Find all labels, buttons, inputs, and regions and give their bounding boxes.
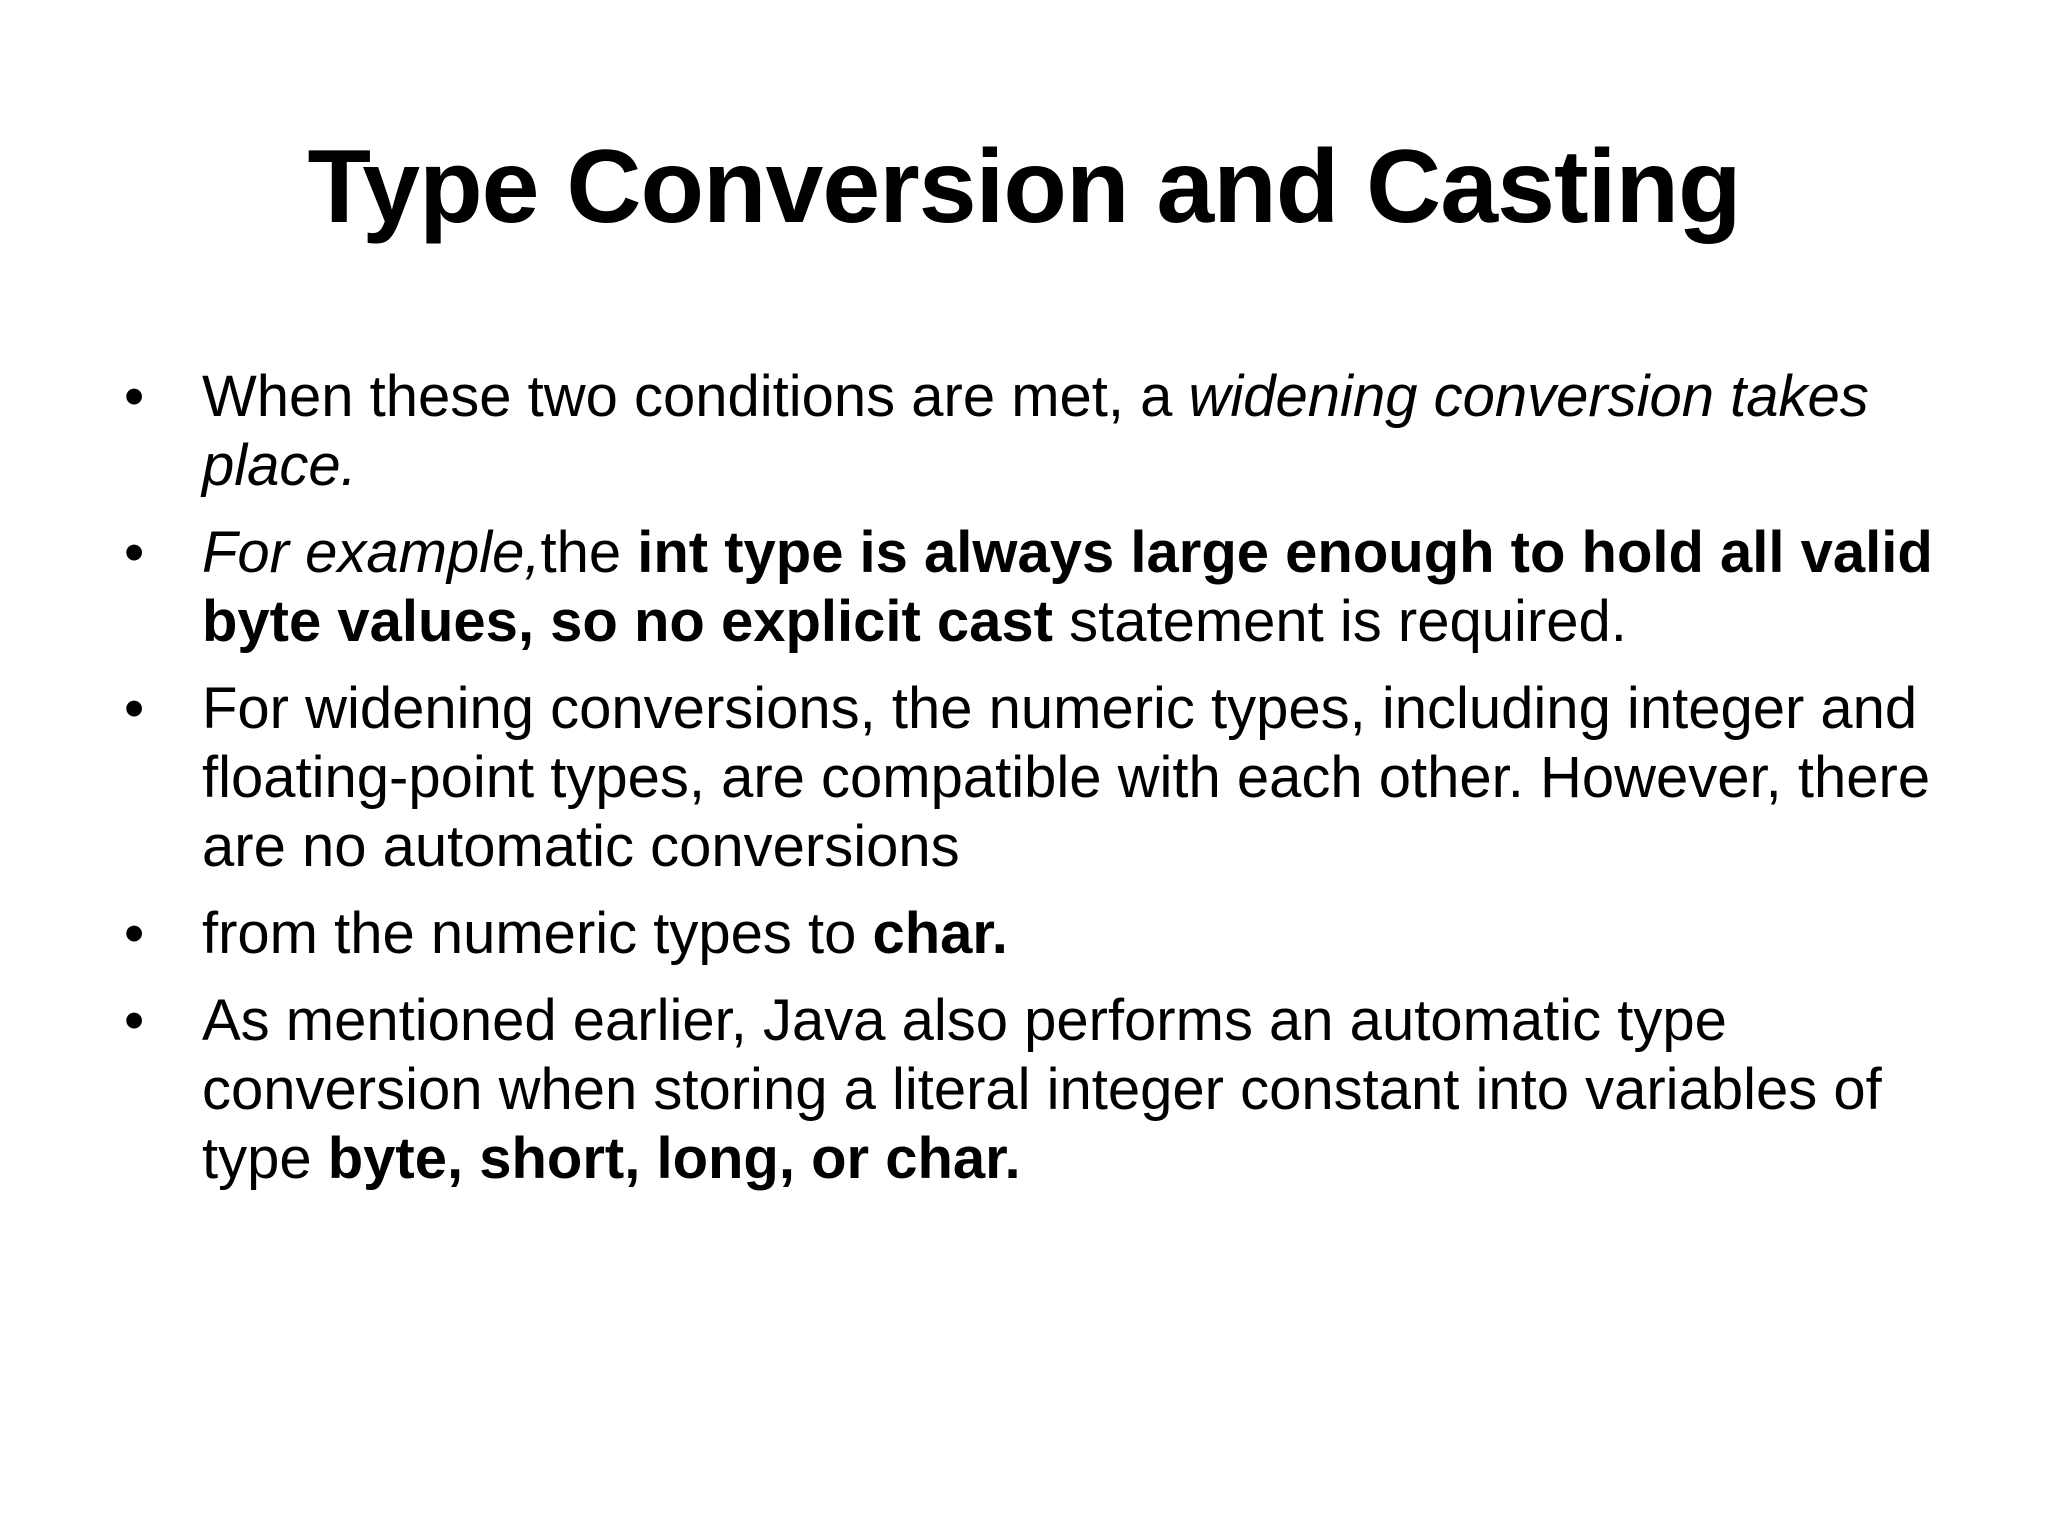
- bullet-dot-icon: •: [124, 520, 145, 585]
- bullet-item-char: [120, 899, 1960, 968]
- bullet-dot-icon: •: [124, 901, 145, 966]
- bullet-text: [202, 988, 1882, 1191]
- bullet-dot-icon: •: [124, 988, 145, 1053]
- text-run: the: [540, 520, 638, 585]
- bullet-item-literal: [120, 986, 1960, 1193]
- bullet-text: [202, 901, 1008, 966]
- text-run: For widening conversions, the numeric types, including integer and floating-point types, are compatible with each other. However, there are no automatic conversions: [202, 676, 1931, 879]
- bullet-text: [202, 676, 1930, 879]
- text-run: As mentioned earlier, Java also performs an automatic type conversion when storing a literal integer constant into variables of type: [202, 988, 1882, 1191]
- text-run: from the numeric types to: [202, 901, 873, 966]
- bullet-dot-icon: •: [124, 676, 145, 741]
- bullet-text: [202, 520, 1933, 654]
- text-run-italic: For example,: [202, 520, 541, 585]
- bullet-item-example: [120, 518, 1960, 656]
- text-run-bold: char.: [872, 901, 1008, 966]
- bullet-list: [120, 362, 1960, 1211]
- text-run: statement is required.: [1053, 589, 1627, 654]
- bullet-dot-icon: •: [124, 364, 145, 429]
- bullet-text: [202, 364, 1869, 498]
- text-run-bold: byte, short, long, or char.: [327, 1126, 1021, 1191]
- text-run-italic: widening conversion takes place.: [202, 364, 1869, 498]
- text-run: When these two conditions are met, a: [202, 364, 1189, 429]
- bullet-item-numeric-types: [120, 674, 1960, 881]
- slide-title: Type Conversion and Casting: [307, 129, 1741, 245]
- bullet-item-widening: [120, 362, 1960, 500]
- text-run-bold: int type is always large enough to hold all valid byte values, so no explicit cast: [202, 520, 1933, 654]
